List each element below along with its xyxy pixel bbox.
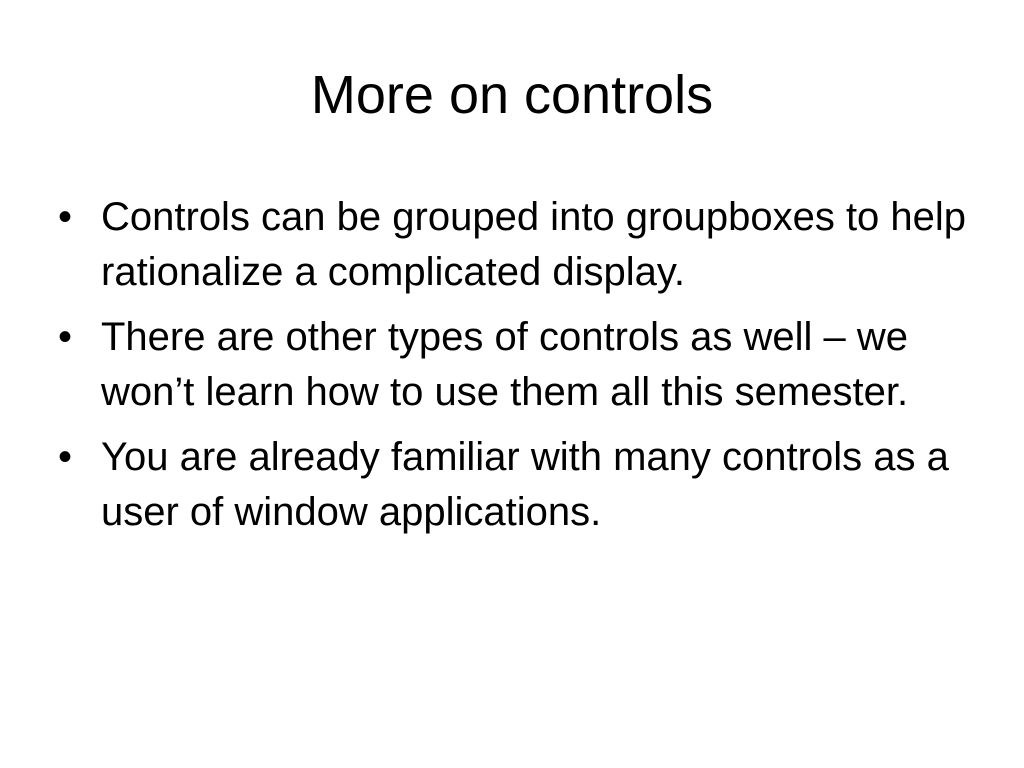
bullet-text: There are other types of controls as well – we won’t learn how to use them all this semester. bbox=[101, 315, 909, 414]
slide-title: More on controls bbox=[310, 65, 714, 125]
bullet-item bbox=[58, 430, 968, 540]
bullet-item bbox=[58, 190, 968, 300]
bullet-item bbox=[58, 310, 968, 420]
bullet-text: Controls can be grouped into groupboxes to help rationalize a complicated display. bbox=[101, 195, 967, 294]
bullet-marker: • bbox=[58, 435, 73, 479]
bullet-list bbox=[58, 190, 968, 550]
bullet-text: You are already familiar with many controls as a user of window applications. bbox=[101, 435, 949, 534]
bullet-marker: • bbox=[58, 315, 73, 359]
bullet-marker: • bbox=[58, 195, 73, 239]
